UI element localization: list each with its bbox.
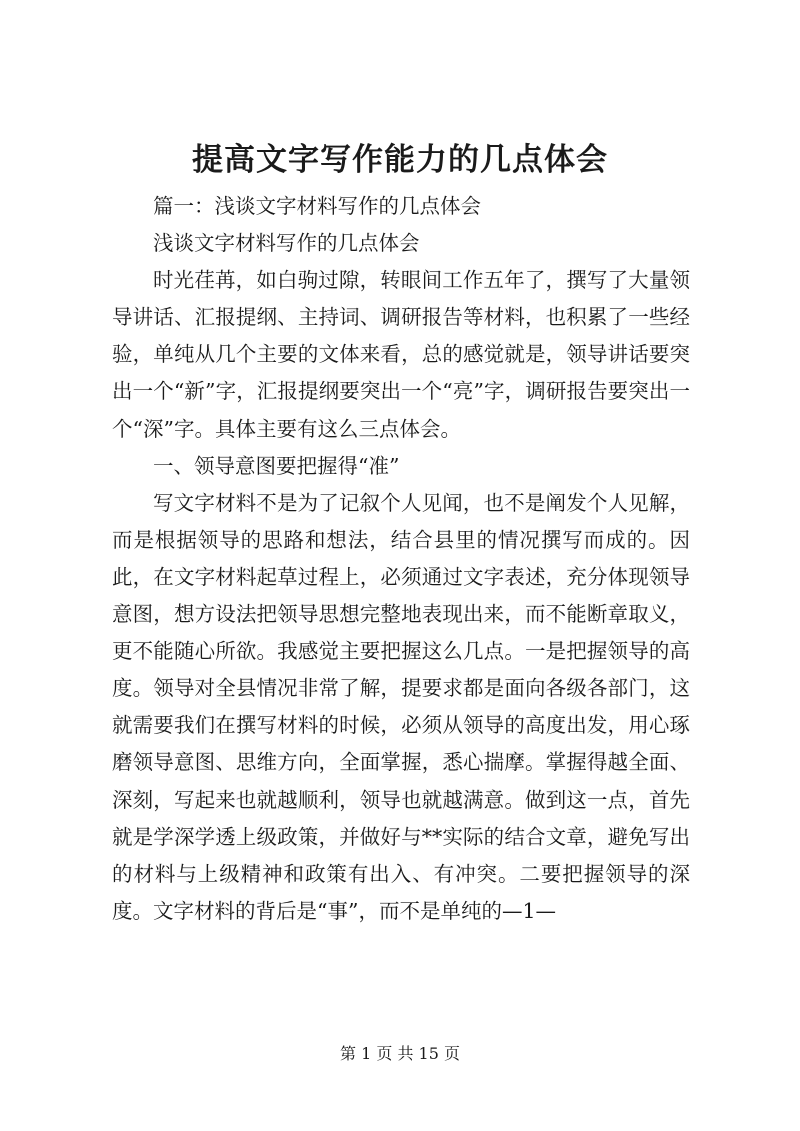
paragraph-intro: 时光荏苒，如白驹过隙，转眼间工作五年了，撰写了大量领导讲话、汇报提纲、主持词、调研报告等材料，也积累了一些经验，单纯从几个主要的文体来看，总的感觉就是，领导讲话要突出一个“新”字，汇报提纲要突出一个“亮”字，调研报告要突出一个“深”字。具体主要有这么三点体会。 [112,268,690,441]
page-footer: 第 1 页 共 15 页 [340,1044,460,1063]
document-body [112,188,690,930]
paragraph-heading: 浅谈文字材料写作的几点体会 [153,231,420,256]
section-heading: 一、领导意图要把握得“准” [153,453,400,478]
paragraph-subtitle: 篇一：浅谈文字材料写作的几点体会 [153,194,481,218]
document-title: 提高文字写作能力的几点体会 [192,142,608,178]
paragraph-body: 写文字材料不是为了记叙个人见闻，也不是阐发个人见解，而是根据领导的思路和想法，结合县里的情况撰写而成的。因此，在文字材料起草过程上，必须通过文字表述，充分体现领导意图，想方设法把领导思想完整地表现出来，而不能断章取义，更不能随心所欲。我感觉主要把握这么几点。一是把握领导的高度。领导对全县情况非常了解，提要求都是面向各级各部门，这就需要我们在撰写材料的时候，必须从领导的高度出发，用心琢磨领导意图、思维方向，全面掌握，悉心揣摩。掌握得越全面、深刻，写起来也就越顺利，领导也就越满意。做到这一点，首先就是学深学透上级政策，并做好与**实际的结合文章，避免写出的材料与上级精神和政策有出入、有冲突。二要把握领导的深度。文字材料的背后是“事”，而不是单纯的—1— [112,490,690,923]
